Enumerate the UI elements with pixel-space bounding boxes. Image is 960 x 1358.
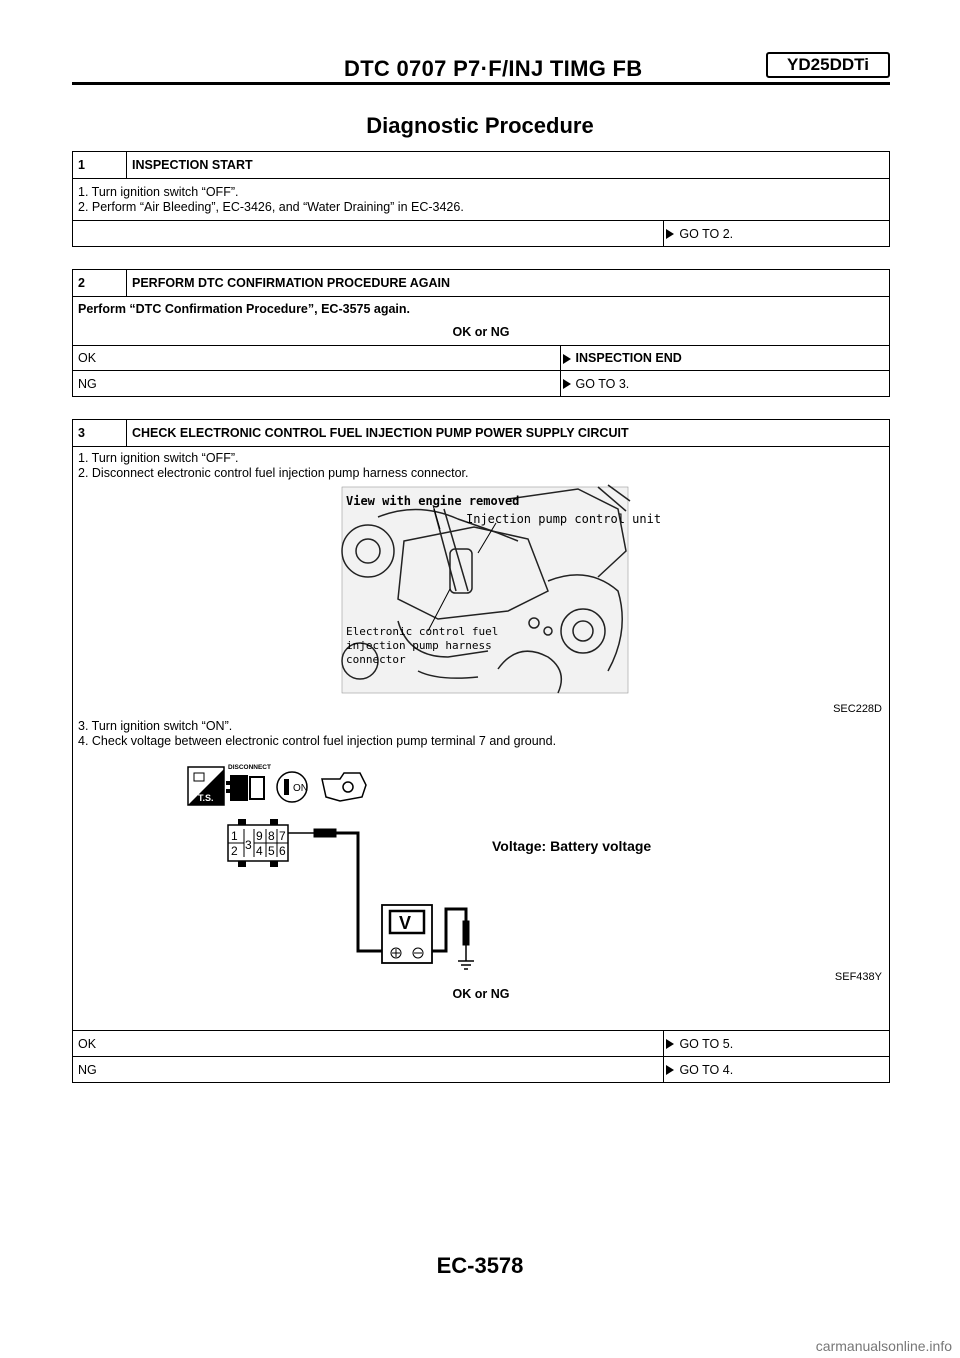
step3-question: OK or NG [452, 987, 510, 1001]
step2-ok-result: INSPECTION END [573, 346, 890, 371]
step3-line4: 4. Check voltage between electronic control fuel injection pump terminal 7 and ground. [78, 734, 557, 748]
step3-line3: 3. Turn ignition switch “ON”. [78, 719, 233, 733]
page-number: EC-3578 [436, 1253, 524, 1278]
step3-instructions [73, 447, 890, 1031]
voltage-check-diagram [78, 749, 884, 987]
step2-title: PERFORM DTC CONFIRMATION PROCEDURE AGAIN [127, 270, 890, 297]
step2-table [72, 269, 890, 397]
step2-ok-label: OK [73, 346, 561, 371]
step3-ok-label: OK [73, 1031, 664, 1057]
step3-table [72, 419, 890, 1083]
pump-icon [322, 773, 366, 801]
pin-9: 9 [256, 829, 263, 843]
connector-icon [228, 819, 288, 867]
step3-line2: 2. Disconnect electronic control fuel injection pump harness connector. [78, 466, 469, 480]
engine-figure [78, 481, 884, 719]
disconnect-label: DISCONNECT [228, 764, 271, 771]
pin-8: 8 [268, 829, 275, 843]
arrow-icon [664, 1057, 677, 1083]
ground-icon [458, 921, 474, 969]
pin-4: 4 [256, 844, 263, 858]
arrow-icon [664, 221, 677, 247]
step3-line1: 1. Turn ignition switch “OFF”. [78, 451, 239, 465]
figure-code-sec228d: SEC228D [833, 703, 882, 715]
step1-instructions [73, 179, 890, 221]
step1-result: GO TO 2. [676, 221, 889, 247]
step2-ng-result: GO TO 3. [573, 371, 890, 397]
header-model-badge: YD25DDTi [766, 52, 890, 78]
step1-title: INSPECTION START [127, 152, 890, 179]
page-header [72, 52, 890, 86]
connector-label-line3: connector [346, 653, 406, 666]
arrow-icon [560, 346, 573, 371]
step2-body: Perform “DTC Confirmation Procedure”, EC-3575 again. [78, 302, 411, 316]
step1-line1: 1. Turn ignition switch “OFF”. [78, 184, 239, 199]
connector-label-line2: injection pump harness [346, 639, 492, 652]
step2-number: 2 [73, 270, 127, 297]
figure-code-sef438y: SEF438Y [834, 971, 882, 983]
connector-label-line1: Electronic control fuel [346, 625, 499, 638]
arrow-icon [560, 371, 573, 397]
header-title: DTC 0707 P7·F/INJ TIMG FB [344, 56, 643, 81]
pin-6: 6 [279, 844, 286, 858]
step2-instructions [73, 297, 890, 346]
page-title: Diagnostic Procedure [366, 113, 594, 138]
step3-number: 3 [73, 420, 127, 447]
meter-label: V [399, 913, 412, 933]
pin-2: 2 [231, 844, 238, 858]
ignition-on-icon [277, 772, 308, 802]
test-leads [288, 829, 466, 951]
header-rule [72, 82, 890, 85]
step3-ng-result: GO TO 4. [676, 1057, 889, 1083]
step3-title: CHECK ELECTRONIC CONTROL FUEL INJECTION PUMP POWER SUPPLY CIRCUIT [127, 420, 890, 447]
pin-1: 1 [231, 829, 238, 843]
arrow-icon [664, 1031, 677, 1057]
step1-table [72, 151, 890, 247]
on-label: ON [293, 783, 308, 794]
ts-icon [188, 767, 224, 805]
disconnect-icon [226, 764, 271, 801]
pin-5: 5 [268, 844, 275, 858]
step3-ok-result: GO TO 5. [676, 1031, 889, 1057]
step2-ng-label: NG [73, 371, 561, 397]
ts-label: T.S. [198, 793, 214, 803]
pin-7: 7 [279, 829, 286, 843]
view-label: View with engine removed [346, 494, 520, 508]
voltmeter-icon [382, 905, 432, 963]
voltage-label: Voltage: Battery voltage [492, 838, 652, 854]
step1-number: 1 [73, 152, 127, 179]
pin-3: 3 [245, 838, 252, 852]
step1-line2: 2. Perform “Air Bleeding”, EC-3426, and “Water Draining” in EC-3426. [78, 199, 464, 214]
step1-result-label [73, 221, 664, 247]
voltage-check-figure [78, 749, 884, 987]
unit-label: Injection pump control unit [466, 512, 662, 526]
engine-diagram-image [78, 481, 884, 719]
step2-question: OK or NG [452, 325, 510, 339]
watermark: carmanualsonline.info [815, 1338, 952, 1354]
step3-ng-label: NG [73, 1057, 664, 1083]
